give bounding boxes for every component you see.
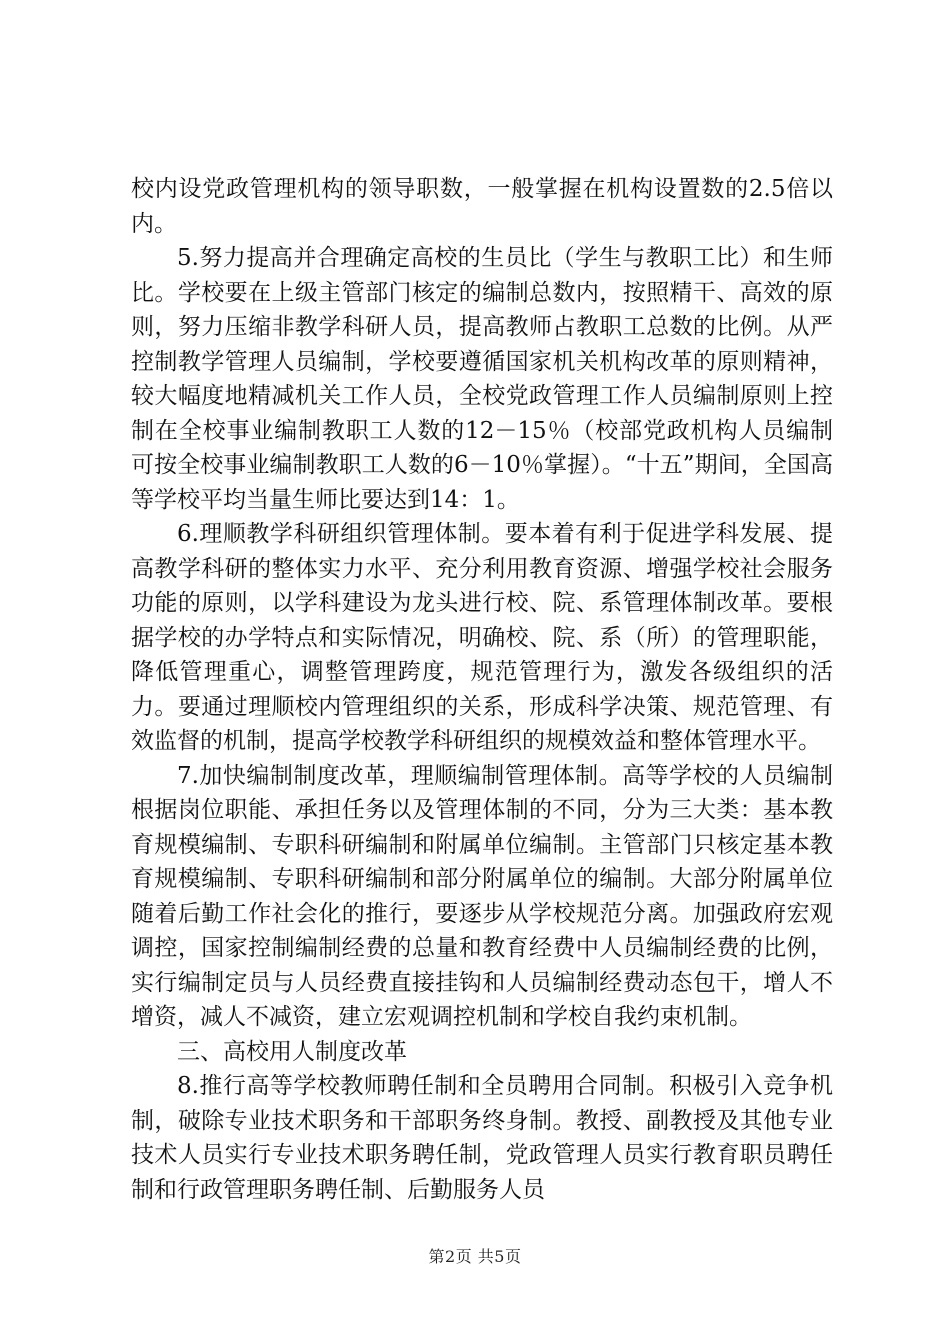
paragraph-item-6: 6.理顺教学科研组织管理体制。要本着有利于促进学科发展、提高教学科研的整体实力水平、充分利用教育资源、增强学校社会服务功能的原则，以学科建设为龙头进行校、院、系管理体制改革。要根据学校的办学特点和实际情况，明确校、院、系（所）的管理职能，降低管理重心，调整管理跨度，规范管理行为，激发各级组织的活力。要通过理顺校内管理组织的关系，形成科学决策、规范管理、有效监督的机制，提高学校教学科研组织的规模效益和整体管理水平。 [131, 521, 833, 754]
paragraph-item-7: 7.加快编制制度改革，理顺编制管理体制。高等学校的人员编制根据岗位职能、承担任务以及管理体制的不同，分为三大类：基本教育规模编制、专职科研编制和附属单位编制。主管部门只核定基本教育规模编制、专职科研编制和部分附属单位的编制。大部分附属单位随着后勤工作社会化的推行，要逐步从学校规范分离。加强政府宏观调控，国家控制编制经费的总量和教育经费中人员编制经费的比例，实行编制定员与人员经费直接挂钩和人员编制经费动态包干，增人不增资，减人不减资，建立宏观调控机制和学校自我约束机制。 [131, 762, 833, 1030]
paragraph-item-8: 8.推行高等学校教师聘任制和全员聘用合同制。积极引入竞争机制，破除专业技术职务和干部职务终身制。教授、副教授及其他专业技术人员实行专业技术职务聘任制，党政管理人员实行教育职员聘任制和行政管理职务聘任制、后勤服务人员 [131, 1073, 833, 1203]
paragraph-continuation: 校内设党政管理机构的领导职数，一般掌握在机构设置数的2.5倍以内。 [131, 176, 833, 237]
paragraph-item-5: 5.努力提高并合理确定高校的生员比（学生与教职工比）和生师比。学校要在上级主管部门核定的编制总数内，按照精干、高效的原则，努力压缩非教学科研人员，提高教师占教职工总数的比例。从严控制教学管理人员编制，学校要遵循国家机关机构改革的原则精神，较大幅度地精减机关工作人员，全校党政管理工作人员编制原则上控制在全校事业编制教职工人数的12－15％（校部党政机构人员编制可按全校事业编制教职工人数的6－10％掌握）。“十五”期间，全国高等学校平均当量生师比要达到14：1。 [131, 245, 833, 513]
section-heading: 三、高校用人制度改革 [177, 1038, 407, 1065]
page-number-footer: 第2页 共5页 [428, 1247, 522, 1266]
body-text [131, 172, 833, 1207]
